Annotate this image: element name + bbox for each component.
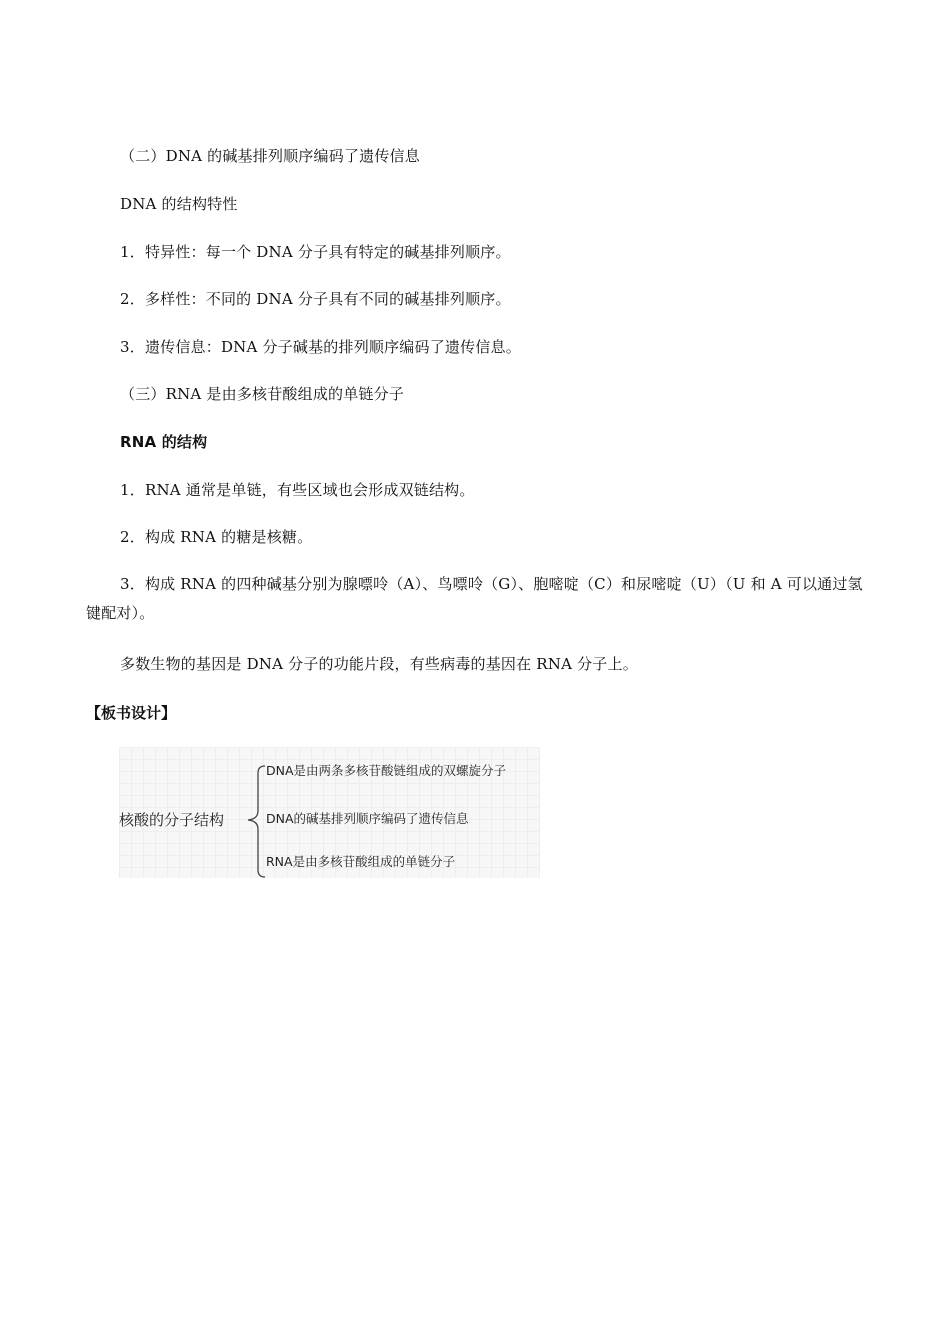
diagram-branch-3: RNA是由多核苷酸组成的单链分子 [266,854,456,869]
rna-structure-title: RNA 的结构 [120,433,208,451]
summary-paragraph: 多数生物的基因是 DNA 分子的功能片段，有些病毒的基因在 RNA 分子上。 [120,655,638,673]
dna-feature-2: 2．多样性：不同的 DNA 分子具有不同的碱基排列顺序。 [120,290,511,308]
section2-heading: （二）DNA 的碱基排列顺序编码了遗传信息 [120,147,420,165]
section3-heading: （三）RNA 是由多核苷酸组成的单链分子 [120,385,405,403]
rna-point-2: 2．构成 RNA 的糖是核糖。 [120,528,313,546]
rna-point-3: 3．构成 RNA 的四种碱基分别为腺嘌呤（A）、鸟嘌呤（G）、胞嘧啶（C）和尿嘧啶（U）（U 和 A 可以通过氢键配对）。 [86,575,863,622]
rna-point-1: 1．RNA 通常是单链，有些区域也会形成双链结构。 [120,481,475,499]
diagram-branch-1: DNA是由两条多核苷酸链组成的双螺旋分子 [266,763,507,778]
dna-features-title: DNA 的结构特性 [120,195,238,213]
dna-feature-3: 3．遗传信息：DNA 分子碱基的排列顺序编码了遗传信息。 [120,338,521,356]
diagram-branch-2: DNA的碱基排列顺序编码了遗传信息 [266,811,469,826]
board-design-title: 【板书设计】 [86,704,177,722]
concept-diagram [119,747,540,878]
dna-feature-1: 1．特异性：每一个 DNA 分子具有特定的碱基排列顺序。 [120,243,511,261]
diagram-root-label: 核酸的分子结构 [119,811,225,829]
